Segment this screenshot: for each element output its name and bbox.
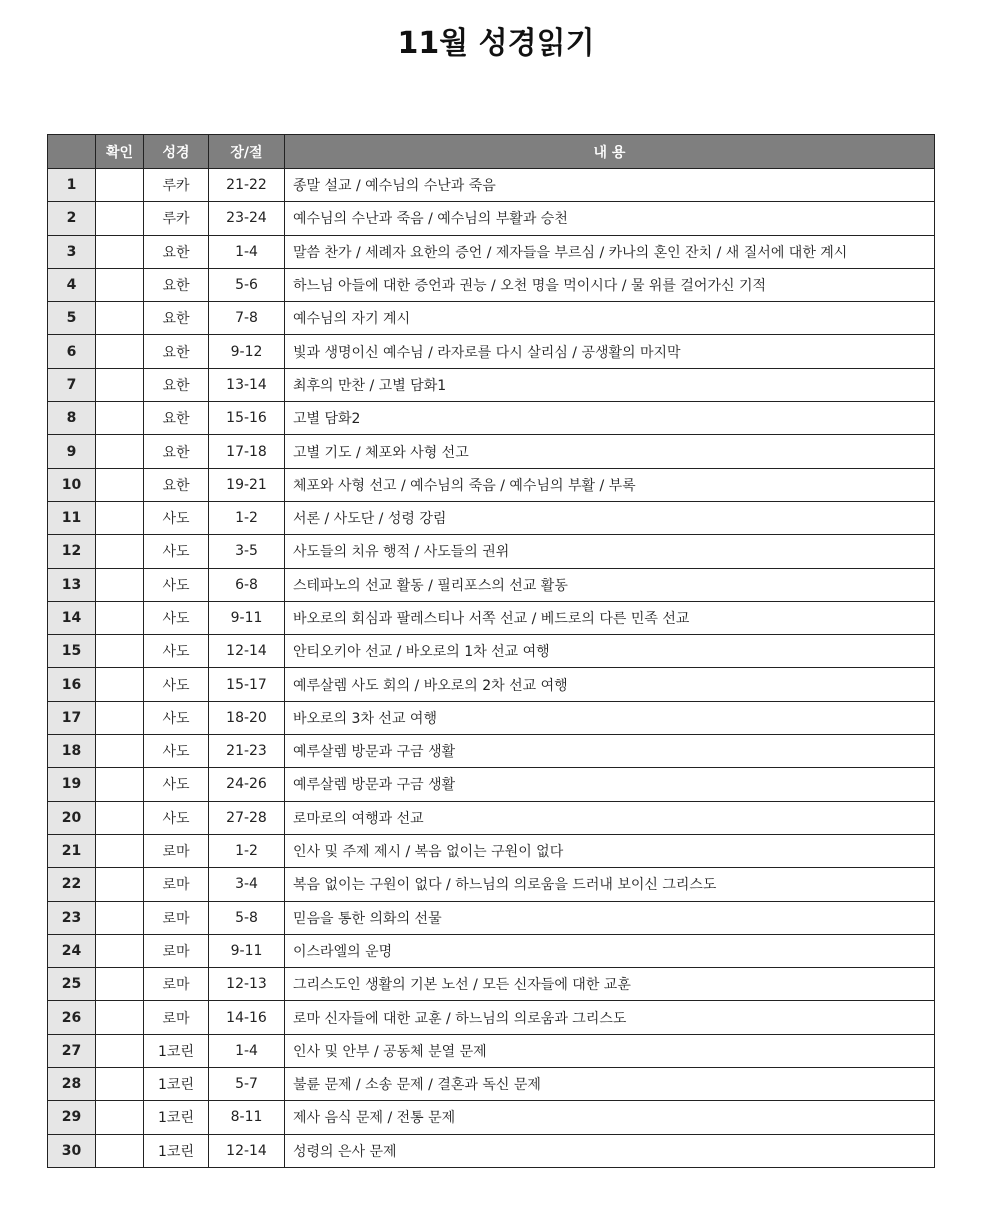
table-row xyxy=(48,1001,935,1034)
content-cell: 복음 없이는 구원이 없다 / 하느님의 의로움을 드러내 보이신 그리스도 xyxy=(285,868,935,901)
check-cell[interactable] xyxy=(96,601,144,634)
check-cell[interactable] xyxy=(96,901,144,934)
chapter-cell: 9-12 xyxy=(209,335,285,368)
row-number: 17 xyxy=(48,701,96,734)
row-number: 15 xyxy=(48,635,96,668)
content-cell: 서론 / 사도단 / 성령 강림 xyxy=(285,501,935,534)
reading-schedule-table xyxy=(47,134,935,1168)
row-number: 4 xyxy=(48,268,96,301)
chapter-cell: 21-23 xyxy=(209,735,285,768)
table-row xyxy=(48,1134,935,1167)
check-cell[interactable] xyxy=(96,801,144,834)
header-check: 확인 xyxy=(96,135,144,169)
book-cell: 사도 xyxy=(144,568,209,601)
check-cell[interactable] xyxy=(96,1101,144,1134)
row-number: 14 xyxy=(48,601,96,634)
table-row xyxy=(48,1068,935,1101)
table-row xyxy=(48,601,935,634)
table-row xyxy=(48,169,935,202)
content-cell: 최후의 만찬 / 고별 담화1 xyxy=(285,368,935,401)
book-cell: 로마 xyxy=(144,934,209,967)
table-row xyxy=(48,568,935,601)
book-cell: 1코린 xyxy=(144,1101,209,1134)
book-cell: 사도 xyxy=(144,601,209,634)
chapter-cell: 24-26 xyxy=(209,768,285,801)
check-cell[interactable] xyxy=(96,934,144,967)
row-number: 24 xyxy=(48,934,96,967)
row-number: 9 xyxy=(48,435,96,468)
book-cell: 요한 xyxy=(144,235,209,268)
chapter-cell: 7-8 xyxy=(209,302,285,335)
content-cell: 성령의 은사 문제 xyxy=(285,1134,935,1167)
content-cell: 바오로의 회심과 팔레스티나 서쪽 선교 / 베드로의 다른 민족 선교 xyxy=(285,601,935,634)
chapter-cell: 18-20 xyxy=(209,701,285,734)
check-cell[interactable] xyxy=(96,268,144,301)
chapter-cell: 21-22 xyxy=(209,169,285,202)
book-cell: 루카 xyxy=(144,202,209,235)
check-cell[interactable] xyxy=(96,968,144,1001)
check-cell[interactable] xyxy=(96,1034,144,1067)
content-cell: 예수님의 자기 계시 xyxy=(285,302,935,335)
book-cell: 요한 xyxy=(144,435,209,468)
book-cell: 요한 xyxy=(144,402,209,435)
chapter-cell: 15-16 xyxy=(209,402,285,435)
chapter-cell: 19-21 xyxy=(209,468,285,501)
chapter-cell: 27-28 xyxy=(209,801,285,834)
row-number: 18 xyxy=(48,735,96,768)
header-chapter: 장/절 xyxy=(209,135,285,169)
check-cell[interactable] xyxy=(96,701,144,734)
content-cell: 하느님 아들에 대한 증언과 권능 / 오천 명을 먹이시다 / 물 위를 걸어가신 기적 xyxy=(285,268,935,301)
chapter-cell: 6-8 xyxy=(209,568,285,601)
book-cell: 요한 xyxy=(144,468,209,501)
row-number: 22 xyxy=(48,868,96,901)
check-cell[interactable] xyxy=(96,501,144,534)
chapter-cell: 5-8 xyxy=(209,901,285,934)
row-number: 1 xyxy=(48,169,96,202)
chapter-cell: 3-4 xyxy=(209,868,285,901)
row-number: 23 xyxy=(48,901,96,934)
content-cell: 예루살렘 방문과 구금 생활 xyxy=(285,735,935,768)
book-cell: 1코린 xyxy=(144,1034,209,1067)
chapter-cell: 23-24 xyxy=(209,202,285,235)
table-row xyxy=(48,501,935,534)
content-cell: 안티오키아 선교 / 바오로의 1차 선교 여행 xyxy=(285,635,935,668)
chapter-cell: 12-14 xyxy=(209,1134,285,1167)
book-cell: 사도 xyxy=(144,801,209,834)
check-cell[interactable] xyxy=(96,768,144,801)
row-number: 26 xyxy=(48,1001,96,1034)
table-row xyxy=(48,768,935,801)
check-cell[interactable] xyxy=(96,169,144,202)
table-row xyxy=(48,302,935,335)
chapter-cell: 12-13 xyxy=(209,968,285,1001)
row-number: 10 xyxy=(48,468,96,501)
check-cell[interactable] xyxy=(96,435,144,468)
content-cell: 로마로의 여행과 선교 xyxy=(285,801,935,834)
table-row xyxy=(48,735,935,768)
book-cell: 1코린 xyxy=(144,1068,209,1101)
book-cell: 요한 xyxy=(144,335,209,368)
row-number: 28 xyxy=(48,1068,96,1101)
table-row xyxy=(48,801,935,834)
check-cell[interactable] xyxy=(96,302,144,335)
row-number: 2 xyxy=(48,202,96,235)
check-cell[interactable] xyxy=(96,468,144,501)
page-title: 11월 성경읽기 xyxy=(397,26,595,61)
row-number: 3 xyxy=(48,235,96,268)
content-cell: 고별 기도 / 체포와 사형 선고 xyxy=(285,435,935,468)
table-row xyxy=(48,368,935,401)
book-cell: 1코린 xyxy=(144,1134,209,1167)
content-cell: 불륜 문제 / 소송 문제 / 결혼과 독신 문제 xyxy=(285,1068,935,1101)
check-cell[interactable] xyxy=(96,635,144,668)
chapter-cell: 14-16 xyxy=(209,1001,285,1034)
content-cell: 제사 음식 문제 / 전통 문제 xyxy=(285,1101,935,1134)
row-number: 12 xyxy=(48,535,96,568)
table-row xyxy=(48,202,935,235)
chapter-cell: 9-11 xyxy=(209,934,285,967)
chapter-cell: 1-4 xyxy=(209,1034,285,1067)
book-cell: 사도 xyxy=(144,701,209,734)
chapter-cell: 15-17 xyxy=(209,668,285,701)
chapter-cell: 5-6 xyxy=(209,268,285,301)
book-cell: 요한 xyxy=(144,368,209,401)
book-cell: 로마 xyxy=(144,901,209,934)
book-cell: 로마 xyxy=(144,834,209,867)
header-content: 내 용 xyxy=(285,135,935,169)
table-row xyxy=(48,868,935,901)
check-cell[interactable] xyxy=(96,368,144,401)
book-cell: 사도 xyxy=(144,768,209,801)
row-number: 19 xyxy=(48,768,96,801)
table-row xyxy=(48,435,935,468)
content-cell: 예루살렘 방문과 구금 생활 xyxy=(285,768,935,801)
table-row xyxy=(48,934,935,967)
check-cell[interactable] xyxy=(96,535,144,568)
row-number: 25 xyxy=(48,968,96,1001)
row-number: 11 xyxy=(48,501,96,534)
chapter-cell: 17-18 xyxy=(209,435,285,468)
check-cell[interactable] xyxy=(96,668,144,701)
content-cell: 그리스도인 생활의 기본 노선 / 모든 신자들에 대한 교훈 xyxy=(285,968,935,1001)
check-cell[interactable] xyxy=(96,868,144,901)
content-cell: 종말 설교 / 예수님의 수난과 죽음 xyxy=(285,169,935,202)
check-cell[interactable] xyxy=(96,402,144,435)
table-row xyxy=(48,235,935,268)
table-row xyxy=(48,668,935,701)
content-cell: 말씀 찬가 / 세례자 요한의 증언 / 제자들을 부르심 / 카나의 혼인 잔치 / 새 질서에 대한 계시 xyxy=(285,235,935,268)
table-row xyxy=(48,1101,935,1134)
row-number: 29 xyxy=(48,1101,96,1134)
check-cell[interactable] xyxy=(96,735,144,768)
chapter-cell: 12-14 xyxy=(209,635,285,668)
table-row xyxy=(48,402,935,435)
row-number: 13 xyxy=(48,568,96,601)
content-cell: 빛과 생명이신 예수님 / 라자로를 다시 살리심 / 공생활의 마지막 xyxy=(285,335,935,368)
book-cell: 요한 xyxy=(144,268,209,301)
table-row xyxy=(48,834,935,867)
content-cell: 고별 담화2 xyxy=(285,402,935,435)
table-row xyxy=(48,901,935,934)
book-cell: 사도 xyxy=(144,501,209,534)
table-row xyxy=(48,1034,935,1067)
content-cell: 스테파노의 선교 활동 / 필리포스의 선교 활동 xyxy=(285,568,935,601)
row-number: 6 xyxy=(48,335,96,368)
check-cell[interactable] xyxy=(96,1068,144,1101)
row-number: 8 xyxy=(48,402,96,435)
header-number xyxy=(48,135,96,169)
book-cell: 로마 xyxy=(144,868,209,901)
row-number: 30 xyxy=(48,1134,96,1167)
chapter-cell: 3-5 xyxy=(209,535,285,568)
row-number: 16 xyxy=(48,668,96,701)
row-number: 7 xyxy=(48,368,96,401)
book-cell: 사도 xyxy=(144,635,209,668)
check-cell[interactable] xyxy=(96,235,144,268)
content-cell: 체포와 사형 선고 / 예수님의 죽음 / 예수님의 부활 / 부록 xyxy=(285,468,935,501)
check-cell[interactable] xyxy=(96,834,144,867)
table-row xyxy=(48,268,935,301)
check-cell[interactable] xyxy=(96,568,144,601)
check-cell[interactable] xyxy=(96,335,144,368)
book-cell: 루카 xyxy=(144,169,209,202)
chapter-cell: 1-2 xyxy=(209,834,285,867)
row-number: 21 xyxy=(48,834,96,867)
chapter-cell: 13-14 xyxy=(209,368,285,401)
table-header-row xyxy=(48,135,935,169)
book-cell: 로마 xyxy=(144,968,209,1001)
table-row xyxy=(48,635,935,668)
content-cell: 믿음을 통한 의화의 선물 xyxy=(285,901,935,934)
content-cell: 예루살렘 사도 회의 / 바오로의 2차 선교 여행 xyxy=(285,668,935,701)
content-cell: 인사 및 주제 제시 / 복음 없이는 구원이 없다 xyxy=(285,834,935,867)
table-row xyxy=(48,535,935,568)
book-cell: 사도 xyxy=(144,535,209,568)
book-cell: 사도 xyxy=(144,735,209,768)
chapter-cell: 1-4 xyxy=(209,235,285,268)
book-cell: 요한 xyxy=(144,302,209,335)
table-row xyxy=(48,335,935,368)
table-row xyxy=(48,701,935,734)
row-number: 27 xyxy=(48,1034,96,1067)
row-number: 5 xyxy=(48,302,96,335)
check-cell[interactable] xyxy=(96,202,144,235)
check-cell[interactable] xyxy=(96,1001,144,1034)
chapter-cell: 9-11 xyxy=(209,601,285,634)
chapter-cell: 8-11 xyxy=(209,1101,285,1134)
chapter-cell: 5-7 xyxy=(209,1068,285,1101)
content-cell: 예수님의 수난과 죽음 / 예수님의 부활과 승천 xyxy=(285,202,935,235)
content-cell: 로마 신자들에 대한 교훈 / 하느님의 의로움과 그리스도 xyxy=(285,1001,935,1034)
book-cell: 사도 xyxy=(144,668,209,701)
row-number: 20 xyxy=(48,801,96,834)
content-cell: 바오로의 3차 선교 여행 xyxy=(285,701,935,734)
content-cell: 이스라엘의 운명 xyxy=(285,934,935,967)
table-row xyxy=(48,468,935,501)
content-cell: 인사 및 안부 / 공동체 분열 문제 xyxy=(285,1034,935,1067)
chapter-cell: 1-2 xyxy=(209,501,285,534)
table-row xyxy=(48,968,935,1001)
header-book: 성경 xyxy=(144,135,209,169)
content-cell: 사도들의 치유 행적 / 사도들의 권위 xyxy=(285,535,935,568)
book-cell: 로마 xyxy=(144,1001,209,1034)
check-cell[interactable] xyxy=(96,1134,144,1167)
